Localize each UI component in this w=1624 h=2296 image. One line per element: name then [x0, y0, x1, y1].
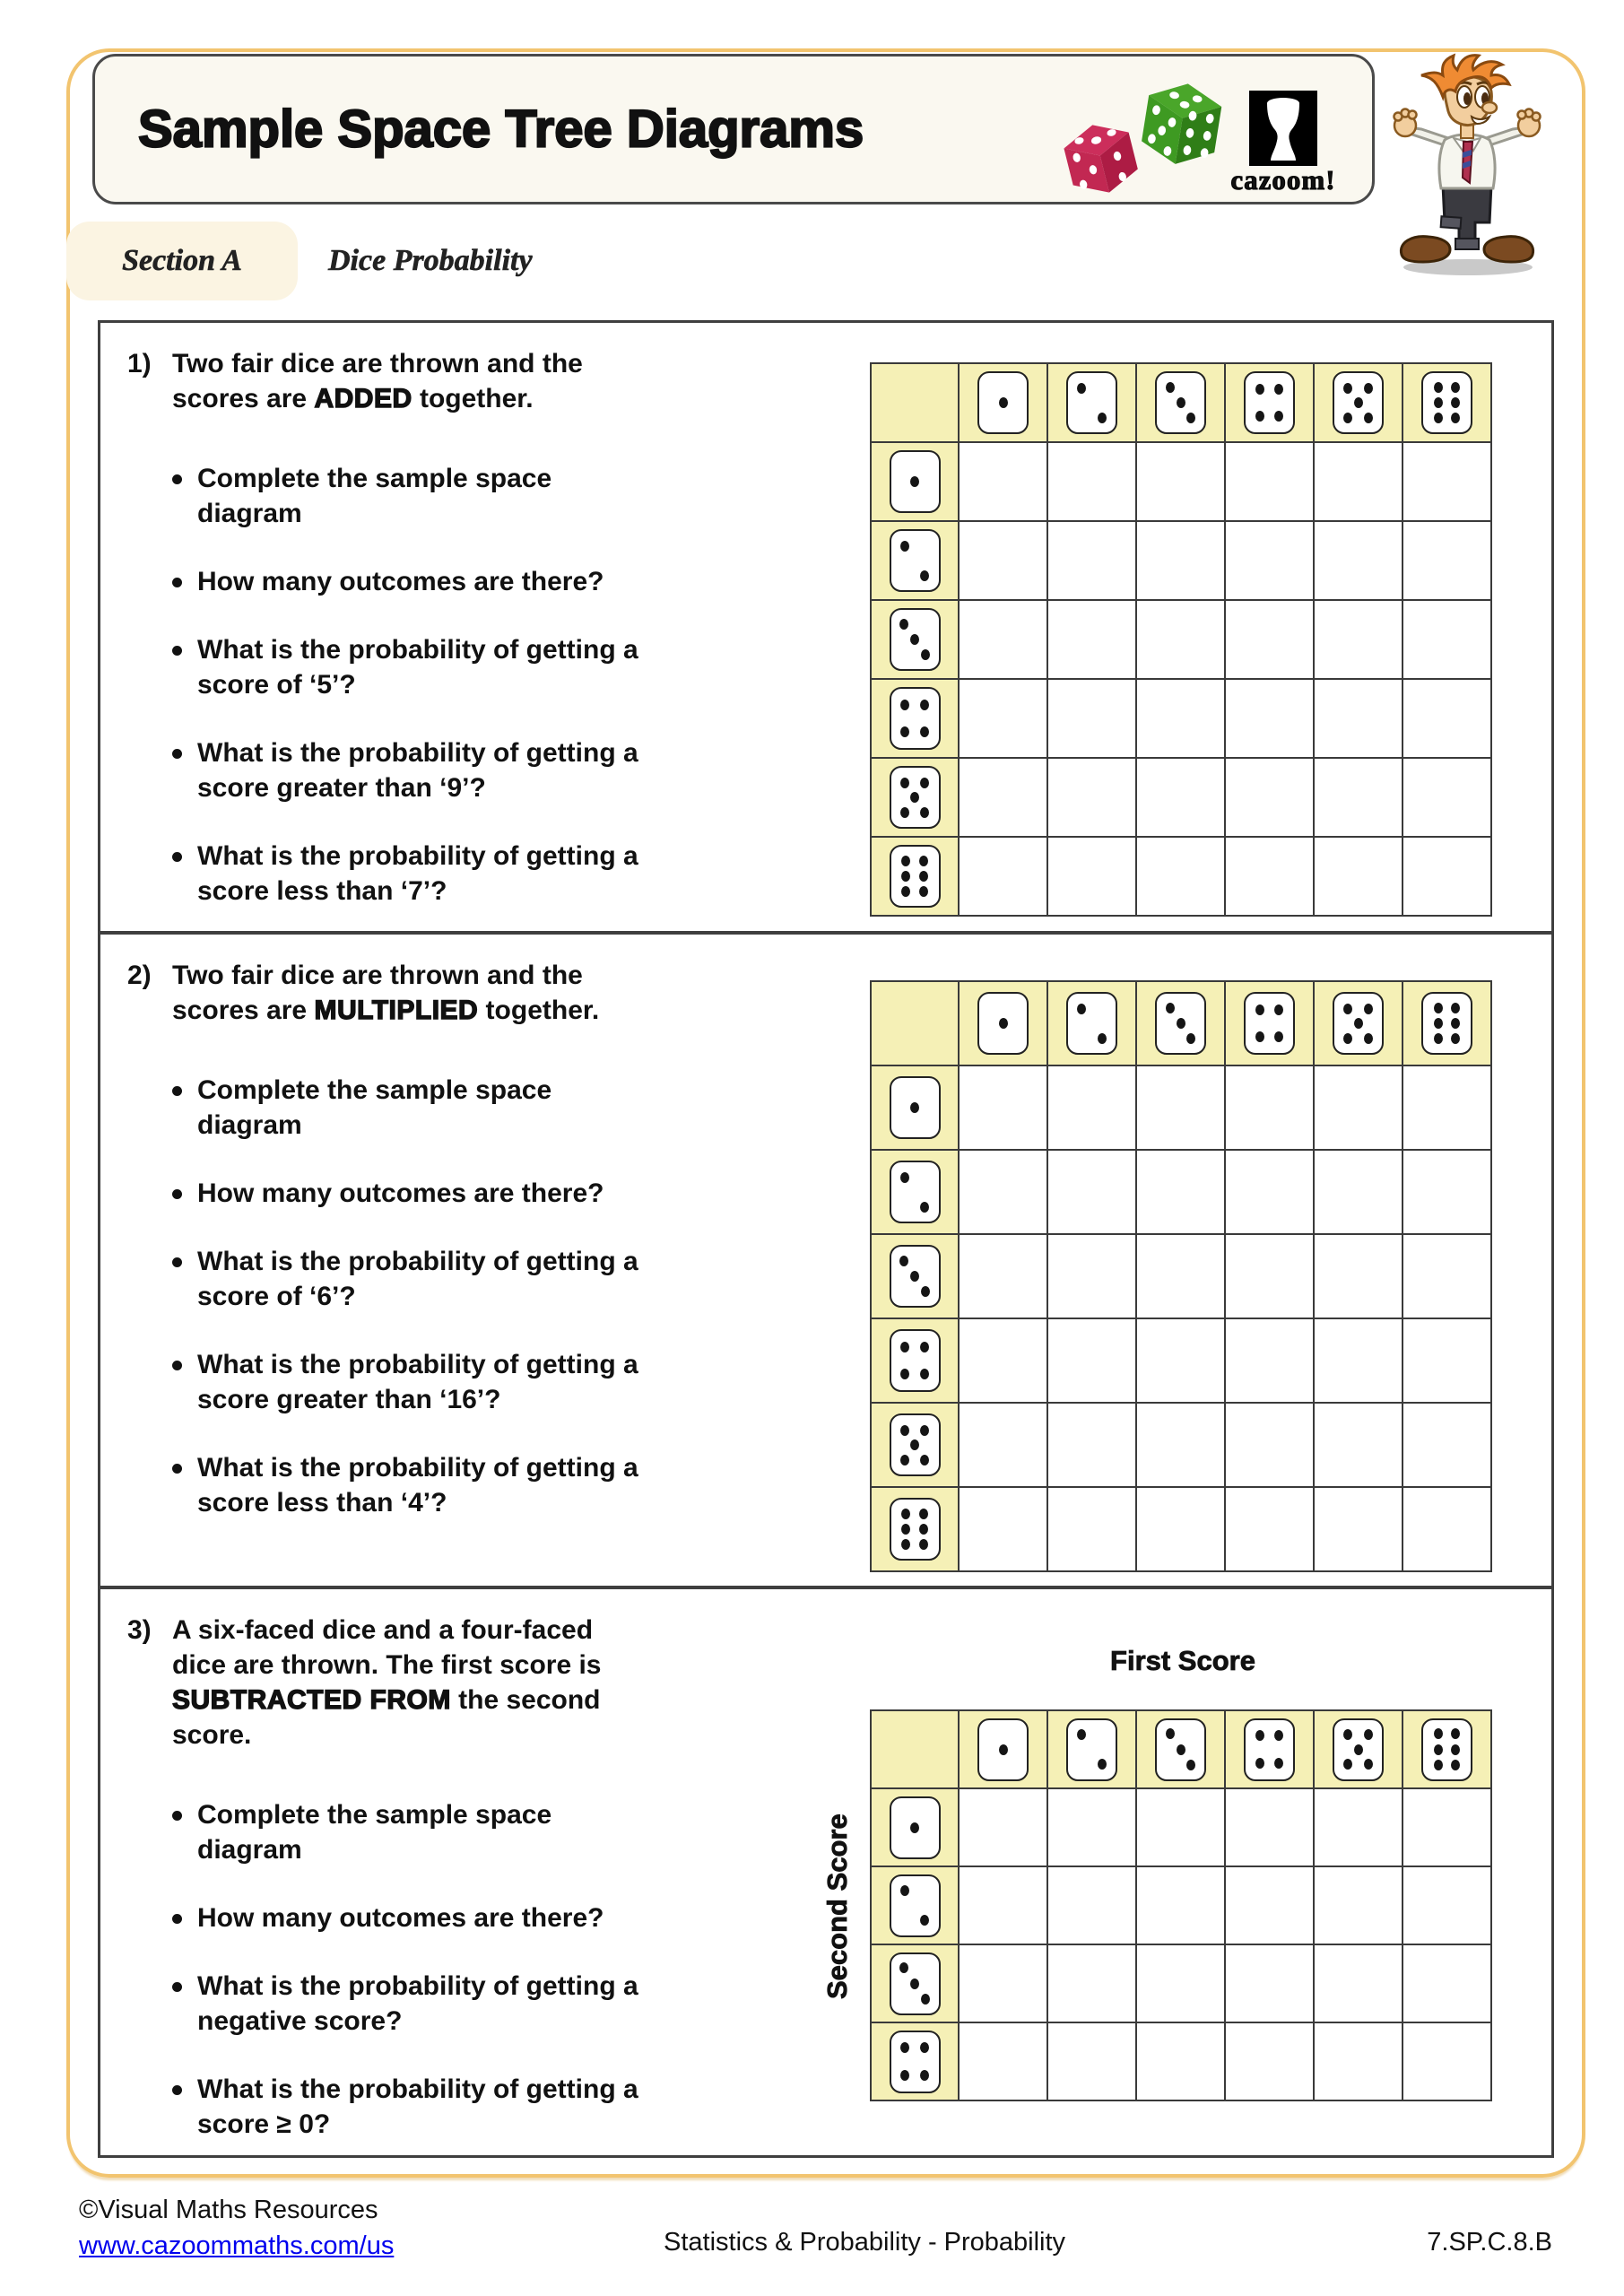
cazoom-logo-icon: [1249, 91, 1317, 166]
answer-cell: [1403, 1151, 1490, 1233]
answer-cell: [1226, 601, 1313, 678]
answer-cell: [1137, 2023, 1224, 2100]
die-face-6: [1421, 1718, 1472, 1781]
answer-cell: [960, 1151, 1046, 1233]
row-header-cell: [872, 1789, 958, 1866]
answer-cell: [1315, 838, 1402, 915]
die-face-1: [977, 1718, 1029, 1781]
bullet-icon: [172, 2085, 182, 2095]
list-item: Complete the sample space diagram: [172, 1797, 665, 1867]
die-face-6: [890, 1498, 941, 1561]
answer-cell: [1315, 2023, 1402, 2100]
answer-cell: [1403, 1488, 1490, 1570]
list-item: What is the probability of getting a score of ‘5’?: [172, 632, 665, 702]
die-face-5: [890, 766, 941, 829]
list-item: What is the probability of getting a score ≥ 0?: [172, 2072, 665, 2142]
second-score-label: Second Score: [821, 1813, 853, 2000]
answer-cell: [1315, 1404, 1402, 1486]
answer-cell: [1048, 759, 1135, 836]
answer-cell: [1137, 1319, 1224, 1402]
answer-cell: [1315, 601, 1402, 678]
answer-cell: [1315, 1319, 1402, 1402]
sample-space-grid-3: [870, 1709, 1492, 2101]
answer-cell: [1403, 759, 1490, 836]
answer-cell: [1403, 2023, 1490, 2100]
bullet-icon: [172, 1811, 182, 1821]
worksheet-body: [98, 320, 1554, 2158]
column-header-cell: [960, 982, 1046, 1065]
copyright-text: ©Visual Maths Resources: [79, 2196, 378, 2224]
answer-cell: [1137, 1404, 1224, 1486]
bullet-icon: [172, 1086, 182, 1096]
question-intro: Two fair dice are thrown and the scores are ADDED together.: [172, 349, 583, 413]
answer-cell: [1226, 1319, 1313, 1402]
die-face-4: [1244, 992, 1295, 1055]
title-bar: [92, 54, 1375, 204]
bullet-icon: [172, 1914, 182, 1924]
question-number: 3): [127, 1615, 152, 1645]
column-header-cell: [1226, 982, 1313, 1065]
answer-cell: [1403, 1066, 1490, 1149]
list-item: What is the probability of getting a negative score?: [172, 1969, 665, 2039]
answer-cell: [1048, 1151, 1135, 1233]
die-face-4: [890, 687, 941, 750]
answer-cell: [1226, 1404, 1313, 1486]
answer-cell: [960, 1404, 1046, 1486]
list-item: Complete the sample space diagram: [172, 1073, 665, 1143]
bullet-icon: [172, 1982, 182, 1992]
answer-cell: [1315, 443, 1402, 520]
first-score-label: First Score: [1110, 1645, 1255, 1676]
list-item: How many outcomes are there?: [172, 1900, 665, 1935]
row-header-cell: [872, 1404, 958, 1486]
question-number: 2): [127, 961, 152, 990]
row-header-cell: [872, 1235, 958, 1318]
list-item: How many outcomes are there?: [172, 564, 665, 599]
row-header-cell: [872, 1151, 958, 1233]
answer-cell: [1315, 759, 1402, 836]
row-header-cell: [872, 443, 958, 520]
die-face-4: [890, 2031, 941, 2093]
answer-cell: [1403, 1235, 1490, 1318]
answer-cell: [1403, 1945, 1490, 2022]
green-die-icon: [1133, 73, 1230, 171]
section-topic: Dice Probability: [328, 244, 533, 277]
answer-cell: [1315, 1867, 1402, 1944]
answer-cell: [960, 443, 1046, 520]
answer-cell: [1315, 1151, 1402, 1233]
die-face-6: [1421, 371, 1472, 434]
die-face-1: [890, 450, 941, 513]
answer-cell: [1048, 443, 1135, 520]
row-header-cell: [872, 1319, 958, 1402]
die-face-1: [890, 1076, 941, 1139]
sample-space-grid-1: [870, 362, 1492, 917]
die-face-4: [1244, 1718, 1295, 1781]
die-face-3: [1155, 371, 1206, 434]
column-header-cell: [1048, 1711, 1135, 1787]
answer-cell: [960, 759, 1046, 836]
answer-cell: [1137, 680, 1224, 757]
answer-cell: [1403, 601, 1490, 678]
answer-cell: [1137, 1867, 1224, 1944]
column-header-cell: [1048, 364, 1135, 441]
column-header-cell: [1137, 982, 1224, 1065]
row-header-cell: [872, 838, 958, 915]
answer-cell: [1315, 1789, 1402, 1866]
answer-cell: [960, 1789, 1046, 1866]
bullet-icon: [172, 578, 182, 587]
answer-cell: [1403, 1789, 1490, 1866]
answer-cell: [1137, 759, 1224, 836]
answer-cell: [1403, 522, 1490, 599]
grid-corner-cell: [872, 982, 958, 1065]
answer-cell: [1226, 1066, 1313, 1149]
die-face-3: [1155, 992, 1206, 1055]
answer-cell: [1403, 838, 1490, 915]
answer-cell: [1048, 522, 1135, 599]
answer-cell: [1048, 1319, 1135, 1402]
die-face-2: [1066, 1718, 1117, 1781]
row-header-cell: [872, 680, 958, 757]
bullet-icon: [172, 474, 182, 484]
die-face-1: [890, 1796, 941, 1859]
answer-cell: [1048, 1488, 1135, 1570]
question-3-section: [100, 1586, 1551, 2155]
answer-cell: [1226, 2023, 1313, 2100]
answer-cell: [1226, 1867, 1313, 1944]
answer-cell: [1048, 838, 1135, 915]
answer-cell: [1315, 1945, 1402, 2022]
answer-cell: [1137, 1488, 1224, 1570]
column-header-cell: [1403, 364, 1490, 441]
row-header-cell: [872, 1867, 958, 1944]
list-item: What is the probability of getting a score less than ‘4’?: [172, 1450, 665, 1520]
answer-cell: [1048, 1235, 1135, 1318]
die-face-3: [1155, 1718, 1206, 1781]
answer-cell: [1315, 680, 1402, 757]
column-header-cell: [1137, 364, 1224, 441]
answer-cell: [1137, 1066, 1224, 1149]
die-face-2: [1066, 992, 1117, 1055]
bullet-icon: [172, 1257, 182, 1267]
answer-cell: [1403, 680, 1490, 757]
answer-cell: [1315, 1235, 1402, 1318]
die-face-5: [1333, 1718, 1384, 1781]
die-face-4: [890, 1329, 941, 1392]
die-face-2: [890, 529, 941, 592]
list-item: Complete the sample space diagram: [172, 461, 665, 531]
answer-cell: [1048, 1066, 1135, 1149]
answer-cell: [960, 1488, 1046, 1570]
page-title: Sample Space Tree Diagrams: [138, 100, 864, 159]
question-1-section: [100, 323, 1551, 931]
row-header-cell: [872, 1066, 958, 1149]
standard-code: 7.SP.C.8.B: [1427, 2228, 1552, 2257]
die-face-5: [1333, 992, 1384, 1055]
column-header-cell: [1137, 1711, 1224, 1787]
answer-cell: [1137, 1945, 1224, 2022]
answer-cell: [1315, 522, 1402, 599]
list-item: What is the probability of getting a score greater than ‘16’?: [172, 1347, 665, 1417]
answer-cell: [1048, 1789, 1135, 1866]
row-header-cell: [872, 1945, 958, 2022]
row-header-cell: [872, 522, 958, 599]
mascot-character: [1385, 52, 1549, 278]
cazoom-logo-text: cazoom!: [1230, 164, 1336, 196]
answer-cell: [1137, 443, 1224, 520]
bullet-icon: [172, 749, 182, 759]
grid-corner-cell: [872, 1711, 958, 1787]
die-face-2: [890, 1874, 941, 1937]
answer-cell: [1048, 680, 1135, 757]
question-intro: Two fair dice are thrown and the scores are MULTIPLIED together.: [172, 961, 600, 1025]
question-intro: A six-faced dice and a four-faced dice are thrown. The first score is SUBTRACTED FROM the second score.: [172, 1615, 602, 1750]
list-item: What is the probability of getting a score of ‘6’?: [172, 1244, 665, 1314]
answer-cell: [1403, 443, 1490, 520]
die-face-1: [977, 992, 1029, 1055]
die-face-3: [890, 1952, 941, 2015]
answer-cell: [1226, 522, 1313, 599]
answer-cell: [1048, 1945, 1135, 2022]
die-face-2: [890, 1161, 941, 1223]
bullet-icon: [172, 1361, 182, 1370]
answer-cell: [1048, 1404, 1135, 1486]
answer-cell: [960, 1867, 1046, 1944]
question-1-text: [127, 346, 665, 942]
answer-cell: [1226, 1235, 1313, 1318]
answer-cell: [960, 1945, 1046, 2022]
answer-cell: [1226, 759, 1313, 836]
answer-cell: [960, 522, 1046, 599]
answer-cell: [960, 1235, 1046, 1318]
answer-cell: [1048, 1867, 1135, 1944]
answer-cell: [1137, 601, 1224, 678]
list-item: How many outcomes are there?: [172, 1176, 665, 1211]
answer-cell: [1137, 1151, 1224, 1233]
bullet-icon: [172, 1464, 182, 1474]
footer-credit: [79, 2196, 394, 2261]
question-number: 1): [127, 349, 152, 378]
answer-cell: [960, 838, 1046, 915]
answer-cell: [960, 601, 1046, 678]
column-header-cell: [1315, 982, 1402, 1065]
cazoom-link[interactable]: www.cazoommaths.com/us: [79, 2231, 395, 2260]
die-face-2: [1066, 371, 1117, 434]
column-header-cell: [1048, 982, 1135, 1065]
answer-cell: [960, 2023, 1046, 2100]
die-face-1: [977, 371, 1029, 434]
answer-cell: [1048, 2023, 1135, 2100]
die-face-6: [890, 845, 941, 908]
section-heading: [66, 222, 533, 300]
answer-cell: [1226, 680, 1313, 757]
bullet-icon: [172, 646, 182, 656]
question-3-text: [127, 1613, 665, 2175]
question-2-section: [100, 931, 1551, 1586]
answer-cell: [960, 1319, 1046, 1402]
column-header-cell: [960, 364, 1046, 441]
list-item: What is the probability of getting a score greater than ‘9’?: [172, 735, 665, 805]
die-face-4: [1244, 371, 1295, 434]
column-header-cell: [1403, 1711, 1490, 1787]
answer-cell: [1137, 838, 1224, 915]
answer-cell: [1403, 1867, 1490, 1944]
answer-cell: [1315, 1488, 1402, 1570]
die-face-3: [890, 1245, 941, 1308]
answer-cell: [1315, 1066, 1402, 1149]
row-header-cell: [872, 601, 958, 678]
footer-topic: Statistics & Probability - Probability: [664, 2228, 1066, 2257]
row-header-cell: [872, 2023, 958, 2100]
column-header-cell: [960, 1711, 1046, 1787]
answer-cell: [1226, 838, 1313, 915]
answer-cell: [1137, 522, 1224, 599]
section-label: Section A: [122, 244, 242, 277]
column-header-cell: [1315, 1711, 1402, 1787]
answer-cell: [1137, 1235, 1224, 1318]
column-header-cell: [1403, 982, 1490, 1065]
column-header-cell: [1226, 364, 1313, 441]
answer-cell: [1403, 1319, 1490, 1402]
row-header-cell: [872, 759, 958, 836]
answer-cell: [960, 680, 1046, 757]
row-header-cell: [872, 1488, 958, 1570]
answer-cell: [960, 1066, 1046, 1149]
question-2-text: [127, 958, 665, 1553]
answer-cell: [1226, 443, 1313, 520]
answer-cell: [1403, 1404, 1490, 1486]
grid-corner-cell: [872, 364, 958, 441]
answer-cell: [1048, 601, 1135, 678]
bullet-icon: [172, 852, 182, 862]
list-item: What is the probability of getting a score less than ‘7’?: [172, 839, 665, 909]
column-header-cell: [1315, 364, 1402, 441]
answer-cell: [1226, 1151, 1313, 1233]
answer-cell: [1137, 1789, 1224, 1866]
die-face-3: [890, 608, 941, 671]
answer-cell: [1226, 1945, 1313, 2022]
section-tab: [66, 222, 298, 300]
sample-space-grid-2: [870, 980, 1492, 1572]
answer-cell: [1226, 1789, 1313, 1866]
answer-cell: [1226, 1488, 1313, 1570]
die-face-5: [1333, 371, 1384, 434]
bullet-icon: [172, 1189, 182, 1199]
die-face-6: [1421, 992, 1472, 1055]
die-face-5: [890, 1413, 941, 1476]
column-header-cell: [1226, 1711, 1313, 1787]
